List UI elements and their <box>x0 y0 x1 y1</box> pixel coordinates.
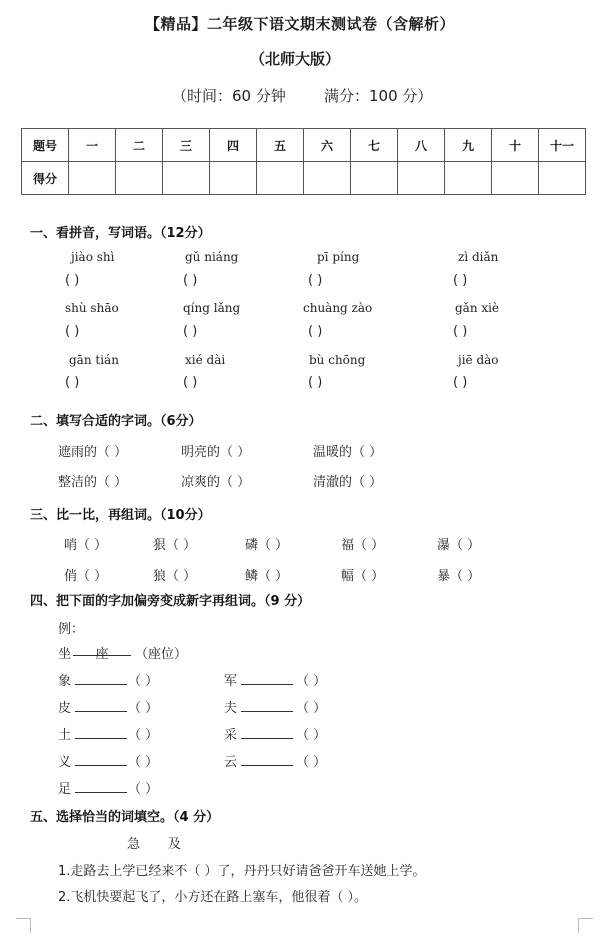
fill-item[interactable]: 明亮的（ ） <box>181 445 251 460</box>
score-table-col: 九 <box>445 129 492 162</box>
section2-heading: 二、填写合适的字词。（6分） <box>30 414 202 429</box>
radical-blank[interactable] <box>75 780 127 793</box>
score-table-score-row <box>22 162 586 195</box>
radical-row <box>58 724 127 743</box>
word-blank[interactable]: （ ） <box>128 755 159 770</box>
fill-item[interactable]: 遮雨的（ ） <box>58 445 128 460</box>
radical-row <box>58 697 127 716</box>
fill-item[interactable]: 温暖的（ ） <box>313 445 383 460</box>
answer-blank[interactable]: ( ) <box>308 273 323 288</box>
word-choice: 及 <box>168 837 182 852</box>
radical-char: 云 <box>224 755 238 770</box>
score-cell[interactable] <box>492 162 539 195</box>
answer-blank[interactable]: ( ) <box>453 273 468 288</box>
word-choice: 急 <box>127 837 141 852</box>
pinyin: gān tián <box>69 353 119 367</box>
exam-full-score: 满分：100 分） <box>324 87 433 105</box>
radical-char: 义 <box>58 755 72 770</box>
score-cell[interactable] <box>351 162 398 195</box>
fill-item[interactable]: 整洁的（ ） <box>58 475 128 490</box>
crop-mark-bottom-right <box>578 918 593 933</box>
answer-blank[interactable]: ( ) <box>308 324 323 339</box>
answer-blank[interactable]: ( ) <box>65 273 80 288</box>
question-1[interactable]: 1.走路去上学已经来不（ ）了，丹丹只好请爸爸开车送她上学。 <box>58 864 426 879</box>
pinyin: zì diǎn <box>458 250 499 264</box>
radical-blank[interactable] <box>75 672 127 685</box>
radical-row <box>58 670 127 689</box>
pinyin: xié dài <box>185 353 226 367</box>
radical-char: 象 <box>58 674 72 689</box>
word-blank[interactable]: （ ） <box>296 728 327 743</box>
section5-heading: 五、选择恰当的词填空。（4 分） <box>30 810 220 825</box>
section3-heading: 三、比一比，再组词。（10分） <box>30 508 211 523</box>
score-cell[interactable] <box>210 162 257 195</box>
score-table-header-row <box>22 129 586 162</box>
example-answer: 座 <box>95 647 109 662</box>
pinyin: qíng lǎng <box>183 301 241 315</box>
score-table-score-label: 得分 <box>22 162 69 195</box>
radical-char: 皮 <box>58 701 72 716</box>
radical-blank[interactable] <box>75 753 127 766</box>
radical-blank[interactable] <box>75 699 127 712</box>
exam-time: （时间：60 分钟 <box>172 87 286 105</box>
compare-item[interactable]: 磷（ ） <box>245 538 289 553</box>
compare-item[interactable]: 幅（ ） <box>341 569 385 584</box>
word-blank[interactable]: （ ） <box>128 782 159 797</box>
word-blank[interactable]: （ ） <box>128 728 159 743</box>
radical-row <box>224 670 293 689</box>
radical-blank[interactable] <box>241 753 293 766</box>
radical-row <box>58 778 127 797</box>
score-table-col: 六 <box>304 129 351 162</box>
section1-heading: 一、看拼音，写词语。（12分） <box>30 226 211 241</box>
score-cell[interactable] <box>116 162 163 195</box>
radical-char: 夫 <box>224 701 238 716</box>
example-char: 坐 <box>58 647 72 662</box>
score-cell[interactable] <box>257 162 304 195</box>
example-answer-blank <box>73 643 131 662</box>
answer-blank[interactable]: ( ) <box>453 375 468 390</box>
score-table <box>21 128 586 195</box>
compare-item[interactable]: 哨（ ） <box>64 538 108 553</box>
radical-blank[interactable] <box>241 699 293 712</box>
score-table-header-label: 题号 <box>22 129 69 162</box>
radical-row <box>58 751 127 770</box>
compare-item[interactable]: 鳞（ ） <box>245 569 289 584</box>
radical-char: 采 <box>224 728 238 743</box>
answer-blank[interactable]: ( ) <box>65 375 80 390</box>
fill-item[interactable]: 清澈的（ ） <box>313 475 383 490</box>
score-table-col: 二 <box>116 129 163 162</box>
answer-blank[interactable]: ( ) <box>453 324 468 339</box>
compare-item[interactable]: 俏（ ） <box>64 569 108 584</box>
score-cell[interactable] <box>445 162 492 195</box>
question-2[interactable]: 2.飞机快要起飞了，小方还在路上塞车，他很着（ ）。 <box>58 890 368 905</box>
radical-blank[interactable] <box>241 672 293 685</box>
score-table-col: 十 <box>492 129 539 162</box>
fill-item[interactable]: 凉爽的（ ） <box>181 475 251 490</box>
radical-blank[interactable] <box>241 726 293 739</box>
example-label: 例： <box>58 622 85 637</box>
radical-char: 足 <box>58 782 72 797</box>
score-table-col: 八 <box>398 129 445 162</box>
compare-item[interactable]: 狠（ ） <box>153 538 197 553</box>
score-cell[interactable] <box>539 162 586 195</box>
word-blank[interactable]: （ ） <box>296 701 327 716</box>
crop-mark-bottom-left <box>16 918 31 933</box>
radical-char: 土 <box>58 728 72 743</box>
section4-heading: 四、把下面的字加偏旁变成新字再组词。（9 分） <box>30 594 311 609</box>
radical-row <box>224 751 293 770</box>
radical-row <box>224 724 293 743</box>
pinyin: chuàng zào <box>303 301 373 315</box>
pinyin: gǎn xiè <box>455 301 500 315</box>
answer-blank[interactable]: ( ) <box>183 324 198 339</box>
pinyin: gǔ niáng <box>185 250 239 264</box>
score-cell[interactable] <box>163 162 210 195</box>
word-blank[interactable]: （ ） <box>296 674 327 689</box>
compare-item[interactable]: 狼（ ） <box>153 569 197 584</box>
pinyin: jiē dào <box>458 353 499 367</box>
score-table-col: 四 <box>210 129 257 162</box>
word-blank[interactable]: （ ） <box>128 701 159 716</box>
answer-blank[interactable]: ( ) <box>65 324 80 339</box>
score-table-col: 七 <box>351 129 398 162</box>
score-cell[interactable] <box>398 162 445 195</box>
score-cell[interactable] <box>304 162 351 195</box>
exam-title: 【精品】二年级下语文期末测试卷（含解析） <box>145 15 456 33</box>
answer-blank[interactable]: ( ) <box>308 375 323 390</box>
score-cell[interactable] <box>69 162 116 195</box>
example-word: （座位） <box>135 647 188 662</box>
score-table-col: 一 <box>69 129 116 162</box>
compare-item[interactable]: 福（ ） <box>341 538 385 553</box>
radical-row <box>224 697 293 716</box>
pinyin: pī píng <box>317 250 360 264</box>
answer-blank[interactable]: ( ) <box>183 273 198 288</box>
pinyin: bù chōng <box>309 353 366 367</box>
score-table-col: 十一 <box>539 129 586 162</box>
score-table-col: 三 <box>163 129 210 162</box>
compare-item[interactable]: 瀑（ ） <box>437 538 481 553</box>
score-table-col: 五 <box>257 129 304 162</box>
radical-char: 军 <box>224 674 238 689</box>
answer-blank[interactable]: ( ) <box>183 375 198 390</box>
radical-blank[interactable] <box>75 726 127 739</box>
pinyin: jiào shì <box>71 250 115 264</box>
example-row <box>58 643 187 662</box>
pinyin: shù shāo <box>65 301 119 315</box>
word-blank[interactable]: （ ） <box>128 674 159 689</box>
compare-item[interactable]: 暴（ ） <box>437 569 481 584</box>
word-blank[interactable]: （ ） <box>296 755 327 770</box>
exam-subtitle: （北师大版） <box>250 50 341 68</box>
